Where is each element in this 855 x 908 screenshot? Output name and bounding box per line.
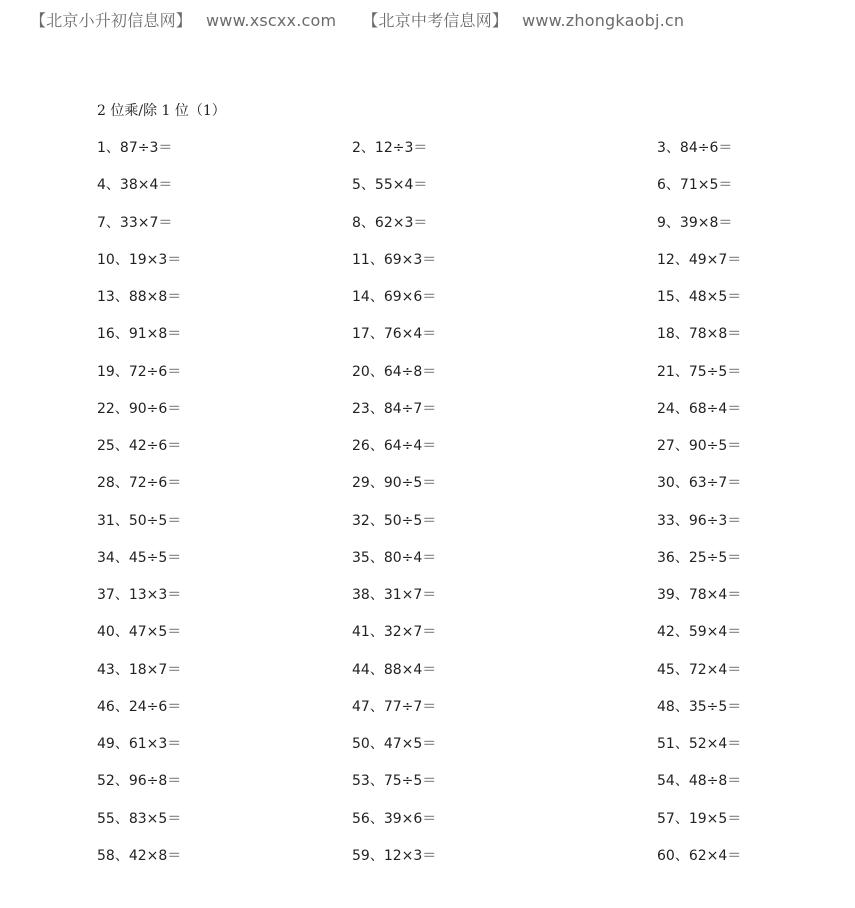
problem-item: 9、39×8＝ — [657, 215, 733, 231]
problem-item: 52、96÷8＝ — [97, 773, 182, 789]
problem-item: 6、71×5＝ — [657, 177, 733, 193]
problem-item: 39、78×4＝ — [657, 587, 742, 603]
problem-item: 34、45÷5＝ — [97, 550, 182, 566]
problem-item: 60、62×4＝ — [657, 848, 742, 864]
problem-item: 49、61×3＝ — [97, 736, 182, 752]
problem-item: 47、77÷7＝ — [352, 699, 437, 715]
problem-item: 12、49×7＝ — [657, 252, 742, 268]
problem-item: 26、64÷4＝ — [352, 438, 437, 454]
problem-item: 16、91×8＝ — [97, 326, 182, 342]
problem-item: 17、76×4＝ — [352, 326, 437, 342]
problem-item: 41、32×7＝ — [352, 624, 437, 640]
problem-item: 57、19×5＝ — [657, 811, 742, 827]
problem-item: 18、78×8＝ — [657, 326, 742, 342]
problem-item: 27、90÷5＝ — [657, 438, 742, 454]
problem-item: 30、63÷7＝ — [657, 475, 742, 491]
site1-url: www.xscxx.com — [206, 11, 337, 30]
problem-item: 28、72÷6＝ — [97, 475, 182, 491]
problem-item: 20、64÷8＝ — [352, 364, 437, 380]
problem-item: 54、48÷8＝ — [657, 773, 742, 789]
problem-item: 42、59×4＝ — [657, 624, 742, 640]
problem-item: 1、87÷3＝ — [97, 140, 173, 156]
problem-item: 44、88×4＝ — [352, 662, 437, 678]
problem-item: 35、80÷4＝ — [352, 550, 437, 566]
problem-item: 11、69×3＝ — [352, 252, 437, 268]
problem-item: 45、72×4＝ — [657, 662, 742, 678]
problem-item: 5、55×4＝ — [352, 177, 428, 193]
problem-item: 59、12×3＝ — [352, 848, 437, 864]
problem-item: 8、62×3＝ — [352, 215, 428, 231]
problem-item: 43、18×7＝ — [97, 662, 182, 678]
problem-item: 10、19×3＝ — [97, 252, 182, 268]
site1-name: 【北京小升初信息网】 — [30, 11, 193, 30]
problem-item: 29、90÷5＝ — [352, 475, 437, 491]
problem-item: 3、84÷6＝ — [657, 140, 733, 156]
problem-item: 23、84÷7＝ — [352, 401, 437, 417]
problem-item: 2、12÷3＝ — [352, 140, 428, 156]
site2-name: 【北京中考信息网】 — [362, 11, 509, 30]
problem-item: 4、38×4＝ — [97, 177, 173, 193]
problem-item: 33、96÷3＝ — [657, 513, 742, 529]
problem-item: 38、31×7＝ — [352, 587, 437, 603]
problem-item: 46、24÷6＝ — [97, 699, 182, 715]
problem-item: 55、83×5＝ — [97, 811, 182, 827]
problem-item: 15、48×5＝ — [657, 289, 742, 305]
problem-item: 50、47×5＝ — [352, 736, 437, 752]
problem-item: 58、42×8＝ — [97, 848, 182, 864]
problem-item: 32、50÷5＝ — [352, 513, 437, 529]
problem-item: 21、75÷5＝ — [657, 364, 742, 380]
problem-item: 22、90÷6＝ — [97, 401, 182, 417]
problem-item: 19、72÷6＝ — [97, 364, 182, 380]
problem-item: 37、13×3＝ — [97, 587, 182, 603]
problem-item: 24、68÷4＝ — [657, 401, 742, 417]
problem-item: 13、88×8＝ — [97, 289, 182, 305]
problem-item: 53、75÷5＝ — [352, 773, 437, 789]
page-header — [30, 8, 684, 32]
problem-item: 31、50÷5＝ — [97, 513, 182, 529]
problem-item: 36、25÷5＝ — [657, 550, 742, 566]
problem-item: 40、47×5＝ — [97, 624, 182, 640]
problem-item: 48、35÷5＝ — [657, 699, 742, 715]
problem-item: 25、42÷6＝ — [97, 438, 182, 454]
problem-item: 51、52×4＝ — [657, 736, 742, 752]
problem-item: 56、39×6＝ — [352, 811, 437, 827]
problem-item: 14、69×6＝ — [352, 289, 437, 305]
site2-url: www.zhongkaobj.cn — [522, 11, 685, 30]
problem-item: 7、33×7＝ — [97, 215, 173, 231]
worksheet-title: 2 位乘/除 1 位（1） — [97, 103, 226, 119]
